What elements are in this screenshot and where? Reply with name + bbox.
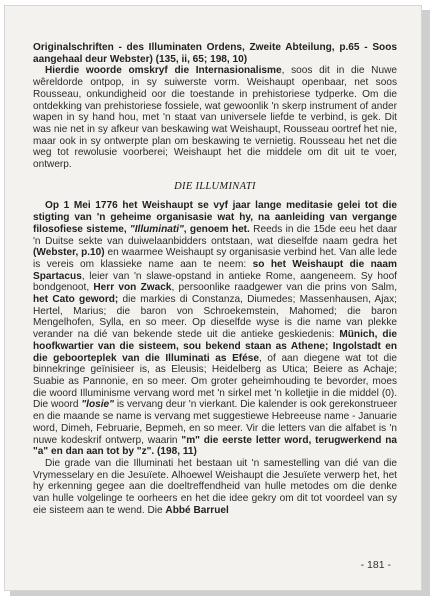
text-run: , of aan diegene wat tot die binnekringe geïnisieer is, as Eleusis; Heidelberg as Utica; Beiere as Achaje; Suabie as Pannonie, en so meer. Om groter geheimhouding te bevorder, moes die woord Illuminisme vervang word met 'n sirkel met 'n kolletjie in die middel (0). Die woord [33,352,398,411]
text-run: Münich, die hoofkwartier van die sisteem, sou bekend staan as Athene; Ingolstadt en die geboorteplek van die Illuminati as Efése [33,329,397,364]
page-content [33,42,397,516]
text-run: Die grade van die Illuminati het bestaan uit 'n samestelling van dié van die Vrymesselary en die Jesuïete. Alhoewel Weishaupt die Jesuïete verwerp het, het hy erkenning gegee aan die doeltreffendheid van hulle metodes om die denke van hulle volgelinge te oorheers en het die idee gekry om dit tot voordeel van sy eie sisteem aan te wend. Die [33,457,397,516]
text-run: "losie" [81,399,114,411]
text-run: Reeds in die 15de eeu het daar 'n Duitse sekte van duiwelaanbidders ontstaan, wat dieselfde naam gedra het [33,223,397,247]
degrees-paragraph [33,458,397,517]
page-number: - 181 - [360,559,391,571]
text-run: , soos dit in die Nuwe wêreldorde ontpop, in sy suiwerste vorm. Weishaupt openbaar, net soos Rousseau, onkundigheid oor die toestande in prehistoriese tydperke. Om die ontdekking van prehistoriese fossiele, wat gewoonlik 'n skerp instrument of ander wapen in sy hand hou, met 'n staat van universele liefde te verbind, is gek. Dit was nie net in sy afkeur van beskawing wat Weishaupt, Rousseau oortref het nie, maar ook in sy ontwerpte plan om beskawing te vernietig. Rousseau het net die weg tot rewolusie voorberei; Weishaupt het die middele om dit uit te voer, ontwerp. [33,65,397,171]
founding-paragraph [33,200,397,457]
text-run: Hierdie woorde omskryf die Internasionalisme [45,65,282,77]
text-run: Herr von Zwack [93,282,172,294]
text-run: die markies di Constanza, Diumedes; Massenhausen, Ajax; Hertel, Marius; die baron von Schroekemstein, Mahomed; die baron Mengelhofen, Sylla, en so meer. Op dieselfde wyse is die name van plekke verander na dié van bekende stede uit die antieke geskiedenis: [33,294,397,341]
text-run: , persoonlike raadgewer van die prins von Salm, [171,282,398,294]
source-citation-paragraph [33,42,397,65]
text-run: is vervang deur 'n vierkant. Die kalender is ook gerekonstrueer en die maande se name is vervang met suggestiewe Hebreeuse name - Januarie word, Dimeh, Februarie, Bepmeh, en so meer. Vir die letters van die alfabet is 'n nuwe kodeskrif ontwerp, waarin [33,399,398,446]
text-run: het Cato geword; [33,294,119,306]
text-run: , genoem het. [183,223,250,235]
text-run: Abbé Barruel [165,504,229,516]
book-page [4,5,422,591]
section-heading: DIE ILLUMINATI [174,180,256,192]
text-run: en waarmee Weishaupt sy organisasie verbind het. Van alle lede is vereis om klassieke name aan te neem: [33,247,397,270]
text-run: Op 1 Mei 1776 het Weishaupt se vyf jaar lange meditasie gelei tot die stigting van 'n geheime organisasie wat hy, na aanleiding van vergange filosofiese sisteme, [33,200,397,235]
text-run: "m" die eerste letter word, terugwerkend na "a" en dan aan tot by "z". (198, 11) [33,434,397,458]
internationalism-paragraph [33,65,397,170]
text-run: so het Weishaupt die naam Spartacus [33,258,397,282]
text-run: Originalschriften - des Illuminaten Ordens, Zweite Abteilung, p.65 - Soos aangehaal deur Webster) (135, ii, 65; 198, 10) [33,42,397,65]
text-run: (Webster, p.10) [33,247,105,259]
text-run: , leier van 'n slawe-opstand in antieke Rome, aangeneem. Sy hoof bondgenoot, [33,270,397,294]
text-run: "Illuminati" [129,223,184,235]
